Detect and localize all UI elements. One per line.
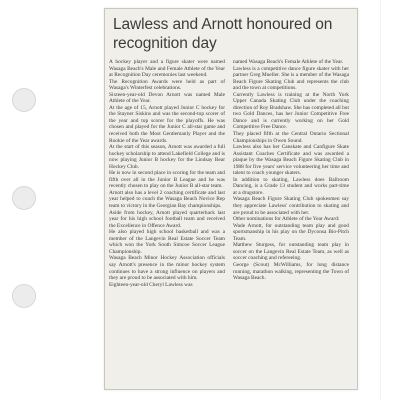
article-column-right — [233, 59, 349, 282]
article-column-left — [109, 59, 225, 288]
article-paragraph: Currently Lawless is training at the North York Upper Canada Skating Club under the coaching direction of Roy Bradshaw. She has completed all but two Gold Dances, has her Junior Competitive Free Dance and is currently working on her Gold Competitive Free Dance. — [233, 91, 349, 131]
article-paragraph: They placed fifth at the Central Ontario Sectional Championships in Owen Sound. — [233, 131, 349, 144]
article-paragraph: Sixteen-year-old Devon Arnott was named Male Athlete of the Year. — [109, 91, 225, 105]
article-paragraph: named Wasaga Beach's Female Athlete of the Year. — [233, 59, 344, 65]
article-paragraph: Matthew Sturgess, for outstanding team play in soccer on the Langevin Real Estate Team, as well as soccer coaching and refereeing. — [233, 242, 349, 262]
article-paragraph: He is now in second place in scoring for the team and fifth over all in the Junior B League and he was recently chosen to play on the Junior B all-star team. — [109, 170, 225, 190]
article-paragraph: Wasaga Beach Figure Skating Club spokesmen say they appreciate Lawless' contribution to skating and are proud to be associated with her. — [233, 196, 349, 216]
article-paragraph: Wade Arnott, for outstanding team play and good sportsmanship in his play on the Dyconsa Bio-Pitch Team. — [233, 222, 349, 242]
article-paragraph: A hockey player and a figure skater were named Wasaga Beach's Male and Female Athlete of the Year at Recognition Day ceremonies last weekend. — [109, 59, 225, 79]
article-paragraph: The Recognition Awards were held as part of Wasaga's Winterfest celebrations. — [109, 78, 225, 92]
binder-hole — [12, 186, 36, 210]
article-paragraph: In addition to skating, Lawless does Ballroom Dancing, is a Grade 13 student and works part-time at a drugstore. — [233, 176, 349, 196]
binder-hole — [12, 284, 36, 308]
article-paragraph: Lawless also has her Canskate and Canfigure Skate Assistant Coaches Certificate and was awarded a plaque by the Wasaga Beach Figure Skating Club in 1988 for five years' service volunteering her time and talent to coach younger skaters. — [233, 144, 349, 177]
newspaper-clipping — [104, 8, 358, 390]
article-paragraph: Lawless is a competitive dance figure skater with her partner Greg Mueller. She is a member of the Wasaga Beach Figure Skating Club and represents the club and the town at competitions. — [233, 65, 349, 92]
article-paragraph: Eighteen-year-old Cheryl Lawless was — [109, 281, 193, 288]
article-paragraph: He also played high school basketball and was a member of the Langevin Real Estate Soccer Team which won the York South Simcoe Soccer League Championship. — [109, 229, 225, 255]
article-headline: Lawless and Arnott honoured on recognition day — [113, 16, 333, 52]
page-edge-divider — [380, 0, 381, 400]
article-paragraph: Arnott also has a level 2 coaching certificate and last year helped to coach the Wasaga Beach Novice Rep team to victory in the Georgian Bay championships. — [109, 189, 225, 210]
binder-hole — [12, 88, 36, 112]
article-paragraph: Aside from hockey, Arnott played quarterback last year for his high school football team and received the Excellence in Offence Award. — [109, 209, 225, 229]
article-paragraph: George (Scout) McWilliams, for long distance running, marathon walking, representing the Town of Wasaga Beach. — [233, 261, 349, 282]
article-paragraph: At the age of 15, Arnott played Junior C hockey for the Stayner Siskins and was the second-top scorer of the year and top scorer for the playoffs. He was chosen and played for the Junior C all-star game and received both the Most Gentlemanly Player and the Rookie of the Year awards. — [109, 104, 225, 144]
article-paragraph: Other nominations for Athlete of the Year Award: — [233, 216, 340, 223]
article-paragraph: At the start of this season, Arnott was awarded a full hockey scholarship to attend Lakefield College and is now playing Junior B hockey for the Lindsay Bear Hockey Club. — [109, 144, 225, 170]
article-paragraph: Wasaga Beach Minor Hockey Association officials say Arnott's presence in the minor hockey system continues to have a strong influence on players and they are proud to be associated with him. — [109, 255, 225, 282]
